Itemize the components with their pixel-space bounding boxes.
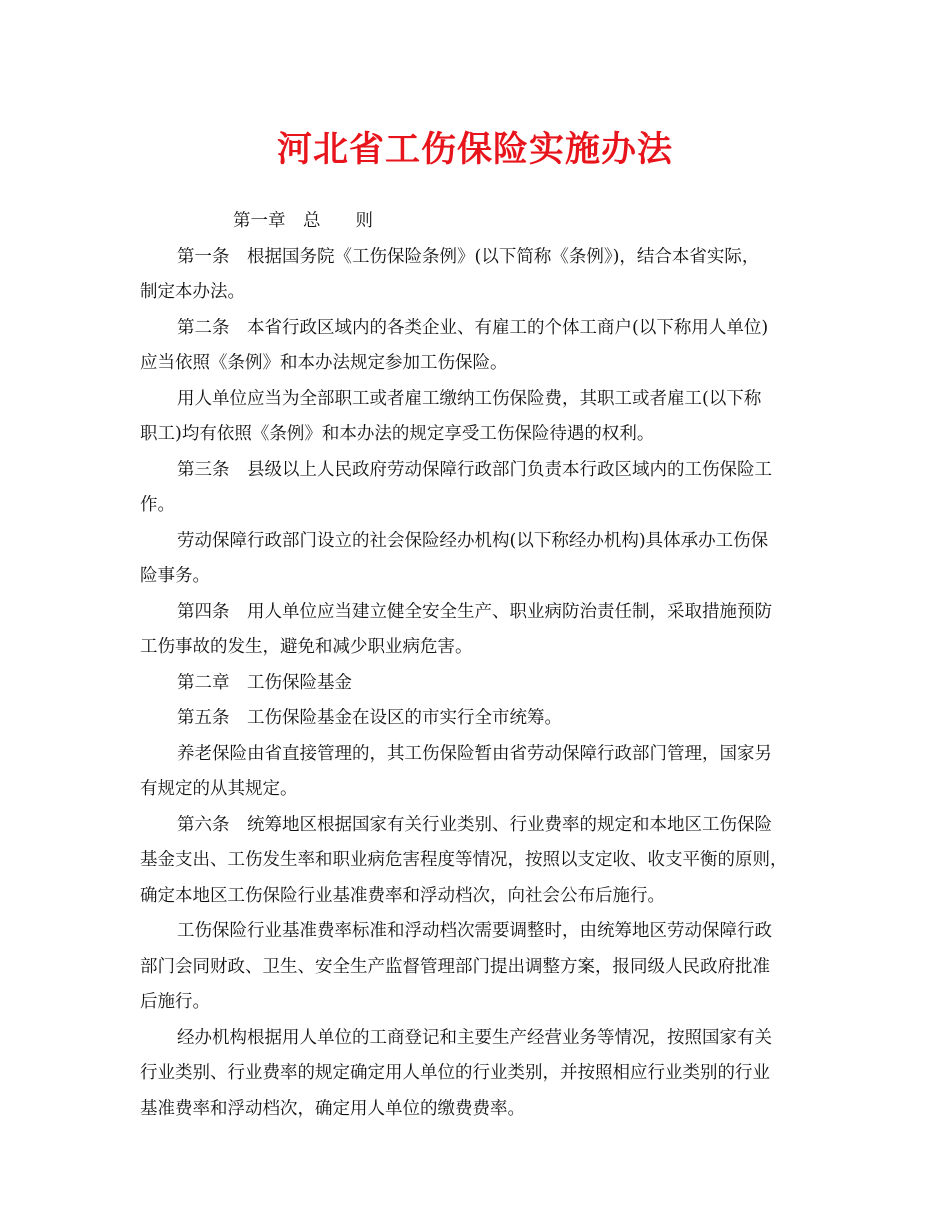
- paragraph-line: 劳动保障行政部门设立的社会保险经办机构(以下称经办机构)具体承办工伤保: [177, 530, 769, 551]
- article-line: 第一条 根据国务院《工伤保险条例》(以下简称《条例》)，结合本省实际，: [177, 246, 760, 267]
- paragraph-line: 用人单位应当为全部职工或者雇工缴纳工伤保险费，其职工或者雇工(以下称: [177, 388, 762, 409]
- paragraph-line: 养老保险由省直接管理的，其工伤保险暂由省劳动保障行政部门管理，国家另: [177, 743, 772, 764]
- chapter-heading: 第二章 工伤保险基金: [177, 672, 352, 693]
- paragraph-line: 基准费率和浮动档次，确定用人单位的缴费费率。: [140, 1098, 525, 1119]
- paragraph-line: 工伤保险行业基准费率标准和浮动档次需要调整时，由统筹地区劳动保障行政: [177, 921, 772, 941]
- article-line: 第二条 本省行政区域内的各类企业、有雇工的个体工商户(以下称用人单位): [177, 317, 769, 338]
- article-line: 应当依照《条例》和本办法规定参加工伤保险。: [140, 353, 508, 373]
- article-line: 工伤事故的发生，避免和减少职业病危害。: [140, 637, 473, 657]
- paragraph-line: 行业类别、行业费率的规定确定用人单位的行业类别，并按照相应行业类别的行业: [140, 1063, 770, 1083]
- article-line: 作。: [140, 495, 175, 515]
- chapter-heading: 第一章 总 则: [233, 211, 373, 231]
- paragraph-line: 部门会同财政、卫生、安全生产监督管理部门提出调整方案，报同级人民政府批准: [140, 956, 770, 977]
- paragraph-line: 有规定的从其规定。: [140, 779, 298, 799]
- document-body: [140, 204, 816, 1127]
- article-line: 确定本地区工伤保险行业基准费率和浮动档次，向社会公布后施行。: [140, 885, 665, 906]
- article-line: 基金支出、工伤发生率和职业病危害程度等情况，按照以支定收、收支平衡的原则，: [140, 850, 788, 870]
- article-line: 第四条 用人单位应当建立健全安全生产、职业病防治责任制，采取措施预防: [177, 601, 772, 622]
- document-title: 河北省工伤保险实施办法: [276, 129, 673, 170]
- paragraph-line: 险事务。: [140, 566, 210, 586]
- paragraph-line: 后施行。: [140, 992, 210, 1012]
- article-line: 第六条 统筹地区根据国家有关行业类别、行业费率的规定和本地区工伤保险: [177, 814, 772, 835]
- article-line: 第五条 工伤保险基金在设区的市实行全市统筹。: [177, 708, 562, 728]
- paragraph-line: 职工)均有依照《条例》和本办法的规定享受工伤保险待遇的权利。: [140, 424, 655, 444]
- article-line: 制定本办法。: [140, 282, 245, 302]
- article-line: 第三条 县级以上人民政府劳动保障行政部门负责本行政区域内的工伤保险工: [177, 459, 772, 480]
- paragraph-line: 经办机构根据用人单位的工商登记和主要生产经营业务等情况，按照国家有关: [177, 1027, 772, 1048]
